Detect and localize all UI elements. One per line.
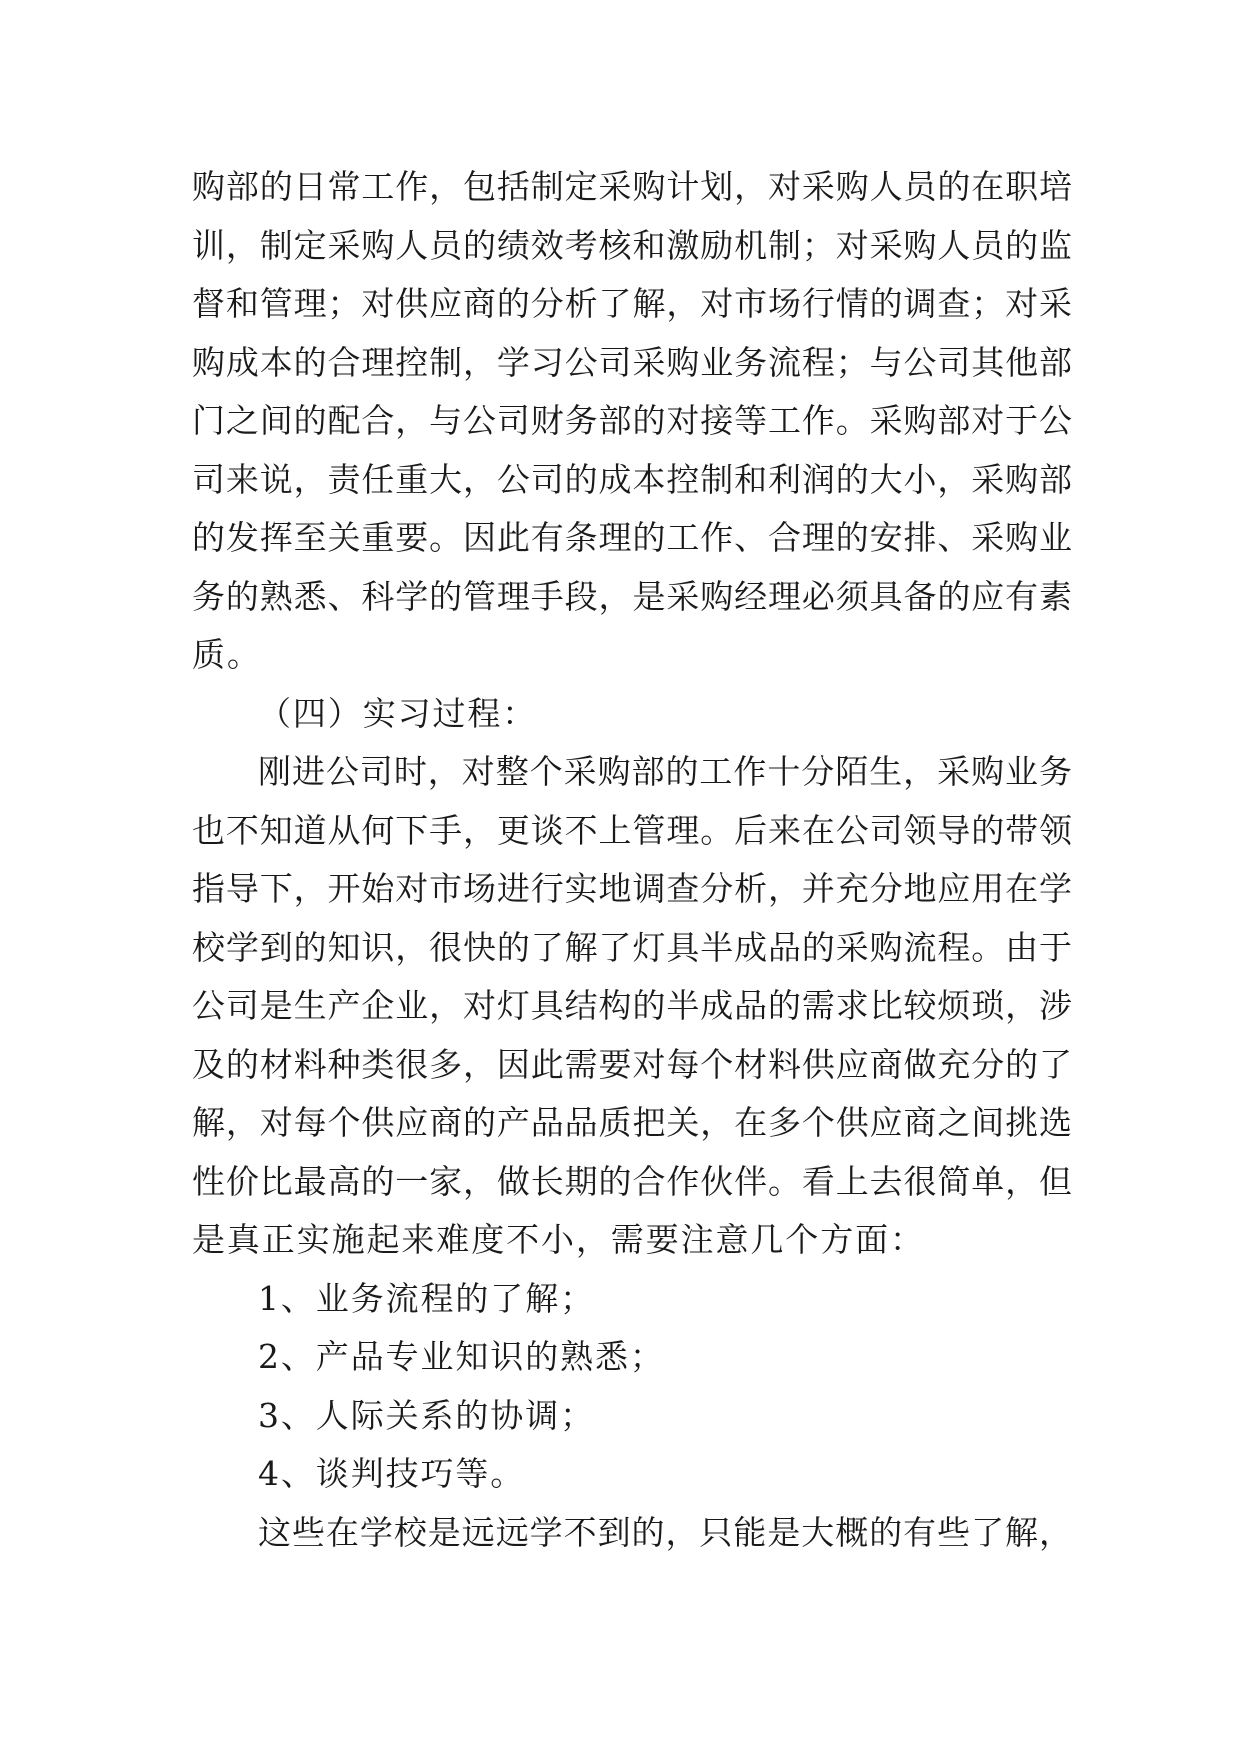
paragraph-line: 这些在学校是远远学不到的，只能是大概的有些了解，: [258, 1512, 1072, 1552]
section-heading: （四）实习过程：: [258, 693, 538, 733]
paragraph-line: 购部的日常工作，包括制定采购计划，对采购人员的在职培: [192, 167, 1072, 206]
paragraph-line: 门之间的配合，与公司财务部的对接等工作。采购部对于公: [192, 401, 1072, 440]
paragraph-line: 务的熟悉、科学的管理手段，是采购经理必须具备的应有素: [192, 576, 1072, 616]
paragraph-line: 是真正实施起来难度不小，需要注意几个方面：: [192, 1220, 925, 1259]
list-item: 2、产品专业知识的熟悉；: [258, 1337, 665, 1376]
paragraph-line: 训，制定采购人员的绩效考核和激励机制；对采购人员的监: [192, 225, 1072, 265]
paragraph-line: 公司是生产企业，对灯具结构的半成品的需求比较烦琐，涉: [192, 986, 1072, 1025]
paragraph-line: 也不知道从何下手，更谈不上管理。后来在公司领导的带领: [192, 810, 1072, 850]
paragraph-line: 司来说，责任重大，公司的成本控制和利润的大小，采购部: [192, 459, 1072, 499]
paragraph-line: 购成本的合理控制，学习公司采购业务流程；与公司其他部: [192, 342, 1072, 382]
paragraph-line: 刚进公司时，对整个采购部的工作十分陌生，采购业务: [258, 752, 1072, 791]
paragraph-line: 性价比最高的一家，做长期的合作伙伴。看上去很简单，但: [192, 1161, 1072, 1201]
paragraph-line: 指导下，开始对市场进行实地调查分析，并充分地应用在学: [192, 869, 1072, 908]
list-item: 3、人际关系的协调；: [258, 1395, 595, 1435]
paragraph-line: 督和管理；对供应商的分析了解，对市场行情的调查；对采: [192, 284, 1072, 323]
paragraph-line: 及的材料种类很多，因此需要对每个材料供应商做充分的了: [192, 1044, 1072, 1084]
paragraph-line: 质。: [192, 635, 262, 674]
list-item: 1、业务流程的了解；: [258, 1278, 595, 1318]
paragraph-line: 解，对每个供应商的产品品质把关，在多个供应商之间挑选: [192, 1103, 1072, 1142]
list-item: 4、谈判技巧等。: [258, 1454, 526, 1493]
body-text: [192, 158, 1072, 1562]
paragraph-line: 校学到的知识，很快的了解了灯具半成品的采购流程。由于: [192, 927, 1072, 967]
paragraph-line: 的发挥至关重要。因此有条理的工作、合理的安排、采购业: [192, 518, 1072, 557]
